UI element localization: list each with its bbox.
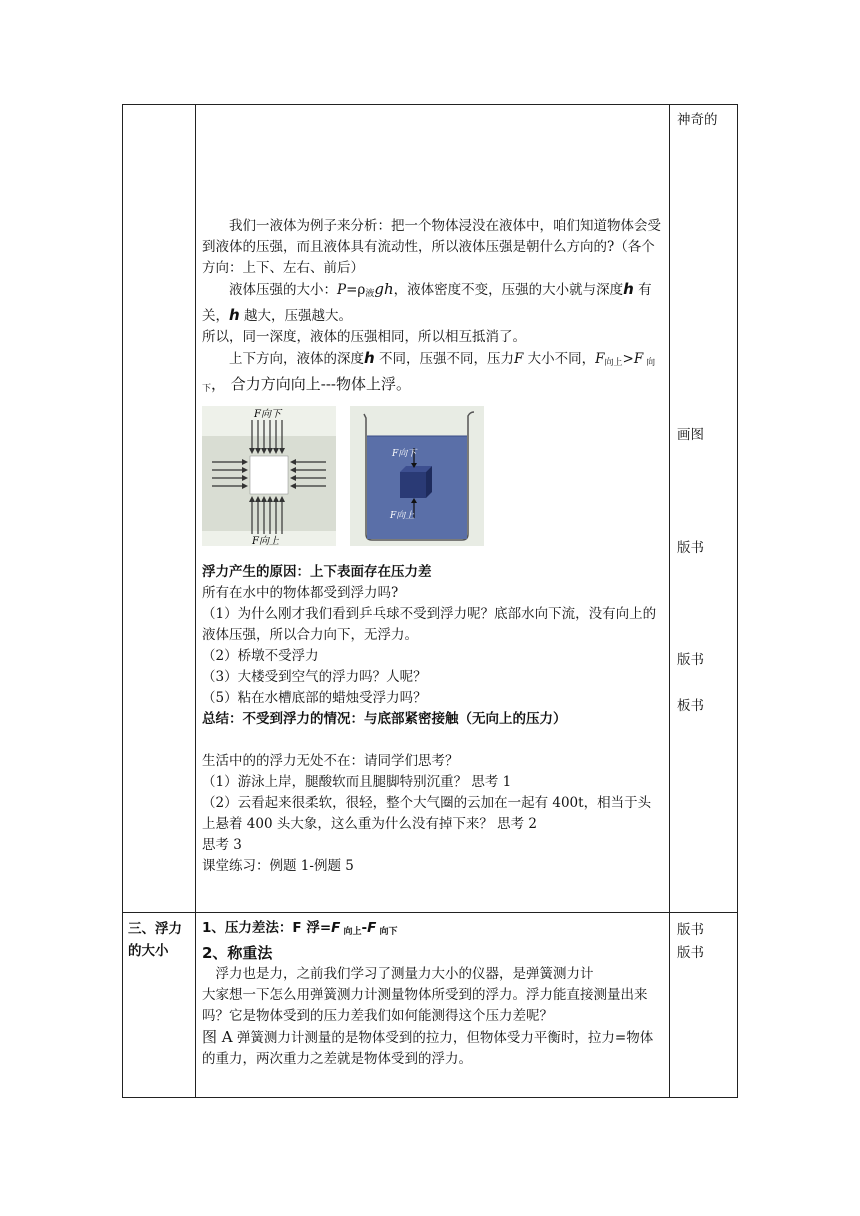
note-board-1: 版书: [677, 540, 704, 556]
section3-label: 三、浮力的大小: [128, 921, 182, 959]
label-f-down-right: F向下: [392, 449, 417, 459]
note-top: 神奇的: [677, 112, 718, 128]
note-draw: 画图: [677, 427, 704, 443]
minus: -: [361, 920, 368, 936]
note-board-5: 版书: [677, 945, 704, 961]
life-4: 课堂练习：例题 1-例题 5: [202, 858, 354, 874]
summary: 总结：不受到浮力的情况：与底部紧密接触（无向上的压力）: [202, 711, 567, 727]
note-board-4: 版书: [677, 922, 704, 938]
paragraph-analysis: 我们一液体为例子来分析：把一个物体浸没在液体中，咱们知道物体会受到液体的压强，而且液体具有流动性，所以液体压强是朝什么方向的?（各个方向：上下、左右、前后）: [202, 218, 661, 276]
formula-p: P: [337, 282, 347, 298]
text: 有关，: [202, 282, 652, 324]
question-0: 所有在水中的物体都受到浮力吗?: [202, 585, 399, 601]
life-3: 思考 3: [202, 837, 242, 853]
method-pressure-diff: [202, 918, 662, 943]
spacer: [202, 730, 662, 751]
paragraph-pressure-formula: [202, 279, 662, 327]
var-f: F: [595, 351, 605, 367]
text: 不同，压强不同，压力: [374, 351, 514, 367]
question-3: （3）大楼受到空气的浮力吗？人呢？: [202, 669, 427, 685]
section3-para-1: 浮力也是力，之前我们学习了测量力大小的仪器，是弹簧测力计: [215, 966, 594, 982]
text: 1、压力差法：F 浮=: [202, 920, 332, 936]
var-f: F: [513, 351, 524, 367]
text: 弹簧测力计测量的是物体受到的拉力，但物体受力平衡时，拉力=物体的重力，两次重力之差就是物体受到的浮力。: [202, 1030, 654, 1067]
paragraph-vertical-direction: [202, 348, 662, 400]
gt: >: [622, 351, 634, 367]
label-f-up-left: F向上: [252, 536, 279, 546]
text: 大小不同，: [523, 351, 596, 367]
text: 越大，压强越大。: [239, 308, 352, 324]
figure-ref: 图 A: [202, 1028, 233, 1046]
text: ， 合力方向向上---物体上浮。: [211, 375, 411, 393]
label-f-up-right: F向上: [390, 511, 415, 521]
section3-content: [202, 918, 662, 1070]
question-1: （1）为什么刚才我们看到乒乓球不受到浮力呢？底部水向下流，没有向上的液体压强，所以合力向下，无浮力。: [202, 606, 657, 643]
main-content: [202, 216, 662, 877]
label-f-down-left: F向下: [254, 409, 281, 420]
var-f: F: [367, 920, 377, 936]
life-0: 生活中的的浮力无处不在：请同学们思考？: [202, 753, 459, 769]
var-f: F: [331, 920, 341, 936]
text: 液体压强的大小：: [229, 282, 337, 298]
life-1: （1）游泳上岸，腿酸软而且腿脚特别沉重？ 思考 1: [202, 774, 512, 790]
var-h: h: [623, 280, 634, 298]
table-border-left: [122, 104, 123, 1098]
text: ，液体密度不变，压强的大小就与深度: [393, 282, 624, 298]
note-board-2: 版书: [677, 652, 704, 668]
sub-up: 向上: [340, 927, 362, 937]
table-border-bottom: [122, 1097, 738, 1098]
life-2: （2）云看起来很柔软，很轻，整个大气圈的云加在一起有 400t，相当于头上悬着 400 头大象，这么重为什么没有掉下来？ 思考 2: [202, 795, 652, 832]
sub-down: 向下: [202, 358, 656, 394]
reason-heading: 浮力产生的原因：上下表面存在压力差: [202, 564, 432, 580]
paragraph-same-depth: 所以，同一深度，液体的压强相同，所以相互抵消了。: [202, 329, 526, 345]
section3-para-2: 大家想一下怎么用弹簧测力计测量物体所受到的浮力。浮力能直接测量出来吗？它是物体受到的压力差我们如何能测得这个压力差呢？: [202, 987, 648, 1024]
method-weighing: 2、称重法: [202, 944, 273, 962]
table-divider-2: [669, 104, 670, 1098]
question-2: （2）桥墩不受浮力: [202, 648, 319, 664]
formula-gh: gh: [374, 280, 394, 298]
table-border-right: [737, 104, 738, 1098]
sub-up: 向上: [604, 358, 623, 368]
sub-down: 向下: [376, 927, 398, 937]
question-4: （5）粘在水槽底部的蜡烛受浮力吗？: [202, 690, 427, 706]
figures-row: [202, 406, 662, 556]
formula-sub: 液: [365, 289, 375, 299]
var-f: F: [633, 351, 644, 367]
var-h: h: [364, 349, 375, 367]
note-board-3: 板书: [677, 698, 704, 714]
text: 上下方向，液体的深度: [229, 351, 364, 367]
beaker-figure: [350, 406, 484, 546]
pressure-arrows-figure: [202, 406, 336, 546]
table-border-top: [122, 104, 738, 105]
var-h: h: [229, 306, 240, 324]
formula-eq: =ρ: [346, 282, 366, 298]
table-row-divider: [122, 912, 738, 913]
table-divider-1: [195, 104, 196, 1098]
section3-para-3: [202, 1027, 662, 1070]
